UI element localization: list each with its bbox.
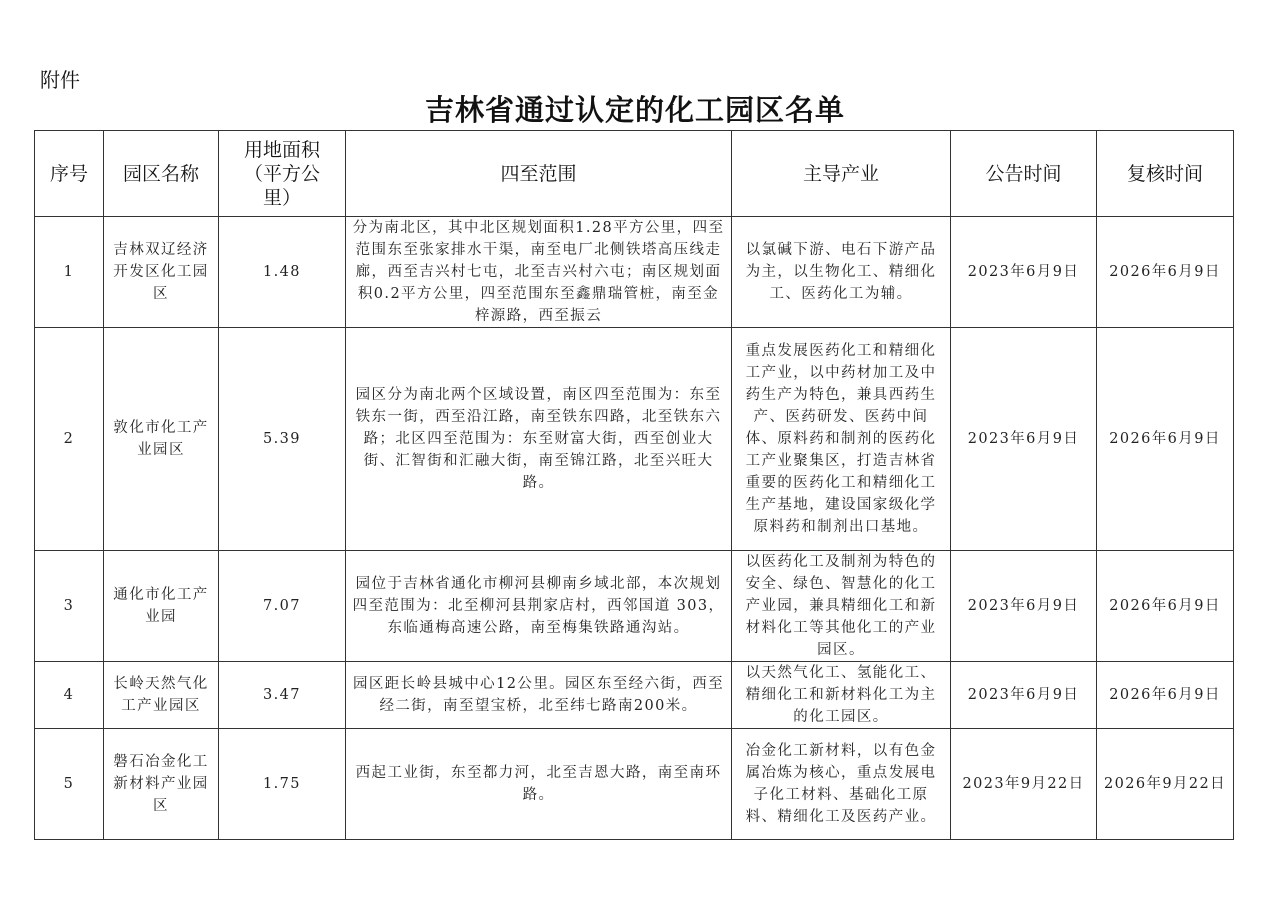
cell-review-date: 2026年6月9日 xyxy=(1097,662,1234,729)
header-area: 用地面积（平方公里） xyxy=(219,131,346,217)
cell-name: 通化市化工产业园 xyxy=(104,551,219,662)
document-title: 吉林省通过认定的化工园区名单 xyxy=(424,93,845,127)
cell-review-date: 2026年9月22日 xyxy=(1097,729,1234,840)
scope-text: 分为南北区，其中北区规划面积1.28平方公里，四至范围东至张家排水干渠，南至电厂北侧铁塔高压线走廊，西至吉兴村七屯，北至吉兴村六屯；南区规划面积0.2平方公里，四至范围东至鑫鼎瑞管桩，南至金梓源路，西至振云 xyxy=(352,220,725,324)
cell-name: 磐石冶金化工新材料产业园区 xyxy=(104,729,219,840)
chemical-park-table xyxy=(34,130,1234,840)
cell-review-date: 2026年6月9日 xyxy=(1097,551,1234,662)
cell-industry: 以医药化工及制剂为特色的安全、绿色、智慧化的化工产业园，兼具精细化工和新材料化工等其他化工的产业园区。 xyxy=(732,551,951,662)
cell-no: 5 xyxy=(35,729,104,840)
cell-announce-date: 2023年9月22日 xyxy=(951,729,1097,840)
cell-area: 7.07 xyxy=(219,551,346,662)
cell-scope: 园位于吉林省通化市柳河县柳南乡域北部，本次规划四至范围为：北至柳河县荆家店村，西邻国道 303，东临通梅高速公路，南至梅集铁路通沟站。 xyxy=(346,551,732,662)
cell-name: 吉林双辽经济开发区化工园区 xyxy=(104,217,219,328)
cell-no: 3 xyxy=(35,551,104,662)
table-row xyxy=(35,328,1234,551)
cell-no: 1 xyxy=(35,217,104,328)
cell-scope xyxy=(346,217,732,328)
cell-review-date: 2026年6月9日 xyxy=(1097,217,1234,328)
table-header-row xyxy=(35,131,1234,217)
table-row xyxy=(35,217,1234,328)
header-scope: 四至范围 xyxy=(346,131,732,217)
cell-industry: 重点发展医药化工和精细化工产业，以中药材加工及中药生产为特色，兼具西药生产、医药研发、医药中间体、原料药和制剂的医药化工产业聚集区，打造吉林省重要的医药化工和精细化工生产基地，建设国家级化学原料药和制剂出口基地。 xyxy=(732,328,951,551)
cell-industry: 冶金化工新材料，以有色金属冶炼为核心，重点发展电子化工材料、基础化工原料、精细化工及医药产业。 xyxy=(732,729,951,840)
cell-no: 4 xyxy=(35,662,104,729)
cell-area: 1.75 xyxy=(219,729,346,840)
cell-scope: 园区分为南北两个区域设置，南区四至范围为：东至铁东一街，西至沿江路，南至铁东四路，北至铁东六路；北区四至范围为：东至财富大街，西至创业大街、汇智街和汇融大街，南至锦江路，北至兴旺大路。 xyxy=(346,328,732,551)
header-no: 序号 xyxy=(35,131,104,217)
cell-industry: 以氯碱下游、电石下游产品为主，以生物化工、精细化工、医药化工为辅。 xyxy=(732,217,951,328)
cell-name: 敦化市化工产业园区 xyxy=(104,328,219,551)
cell-review-date: 2026年6月9日 xyxy=(1097,328,1234,551)
table-row xyxy=(35,662,1234,729)
cell-scope: 园区距长岭县城中心12公里。园区东至经六街，西至经二街，南至望宝桥，北至纬七路南200米。 xyxy=(346,662,732,729)
cell-area: 5.39 xyxy=(219,328,346,551)
cell-name: 长岭天然气化工产业园区 xyxy=(104,662,219,729)
header-announce-date: 公告时间 xyxy=(951,131,1097,217)
table-row xyxy=(35,551,1234,662)
cell-scope: 西起工业街，东至都力河，北至吉恩大路，南至南环路。 xyxy=(346,729,732,840)
header-name: 园区名称 xyxy=(104,131,219,217)
cell-industry: 以天然气化工、氢能化工、精细化工和新材料化工为主的化工园区。 xyxy=(732,662,951,729)
cell-announce-date: 2023年6月9日 xyxy=(951,328,1097,551)
header-industry: 主导产业 xyxy=(732,131,951,217)
table-row xyxy=(35,729,1234,840)
cell-area: 3.47 xyxy=(219,662,346,729)
cell-area: 1.48 xyxy=(219,217,346,328)
attachment-label: 附件 xyxy=(40,68,80,92)
cell-no: 2 xyxy=(35,328,104,551)
cell-announce-date: 2023年6月9日 xyxy=(951,662,1097,729)
cell-announce-date: 2023年6月9日 xyxy=(951,551,1097,662)
header-review-date: 复核时间 xyxy=(1097,131,1234,217)
cell-announce-date: 2023年6月9日 xyxy=(951,217,1097,328)
